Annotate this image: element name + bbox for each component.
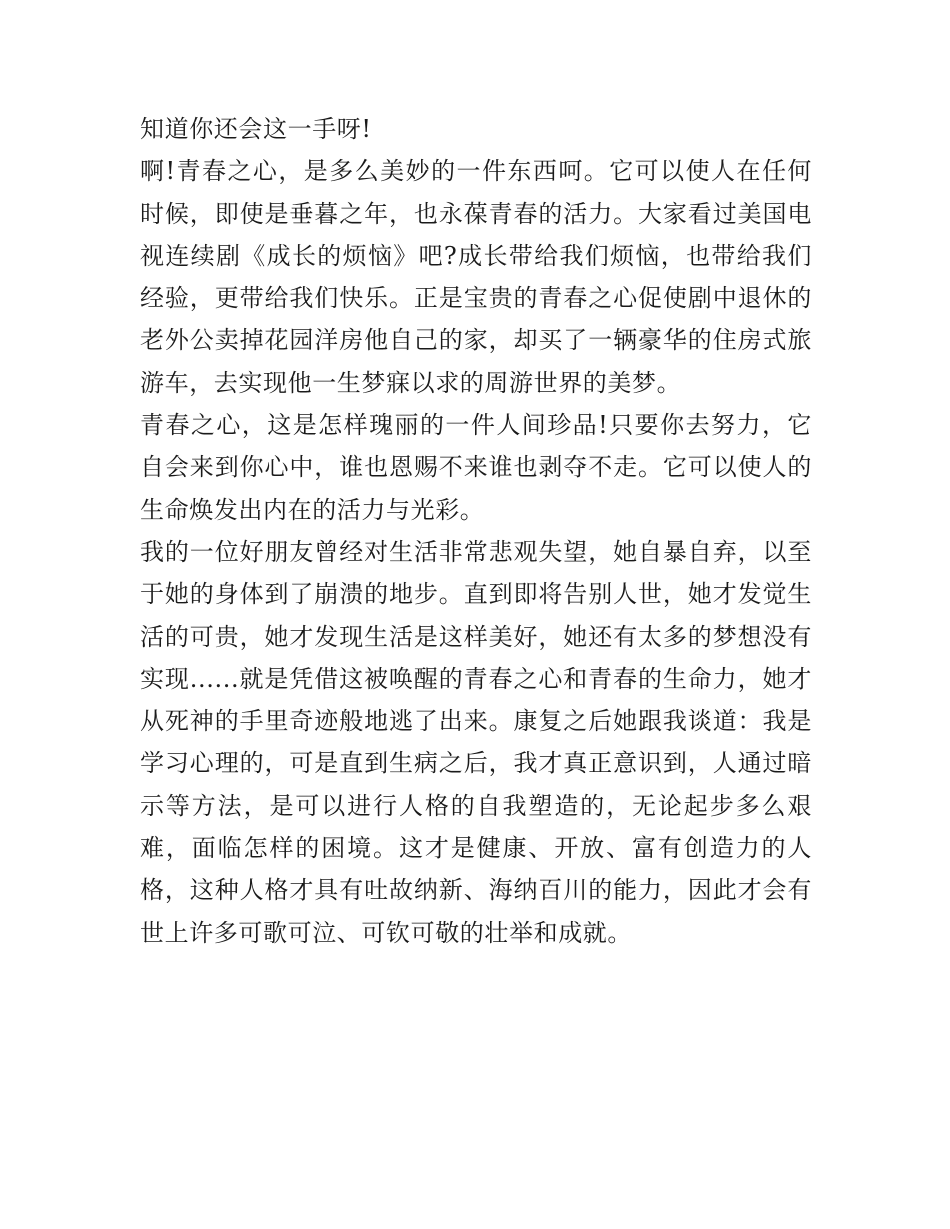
paragraph-youthful-heart: 啊!青春之心，是多么美妙的一件东西呵。它可以使人在任何时候，即使是垂暮之年，也永葆青春的活力。大家看过美国电视连续剧《成长的烦恼》吧?成长带给我们烦恼，也带给我们经验，更带给我们快乐。正是宝贵的青春之心促使剧中退休的老外公卖掉花园洋房他自己的家，却买了一辆豪华的住房式旅游车，去实现他一生梦寐以求的周游世界的美梦。 [140, 157, 812, 397]
paragraph-friend-story: 我的一位好朋友曾经对生活非常悲观失望，她自暴自弃，以至于她的身体到了崩溃的地步。直到即将告别人世，她才发觉生活的可贵，她才发现生活是这样美好，她还有太多的梦想没有实现......就是凭借这被唤醒的青春之心和青春的生命力，她才从死神的手里奇迹般地逃了出来。康复之后她跟我谈道：我是学习心理的，可是直到生病之后，我才真正意识到，人通过暗示等方法，是可以进行人格的自我塑造的，无论起步多么艰难，面临怎样的困境。这才是健康、开放、富有创造力的人格，这种人格才具有吐故纳新、海纳百川的能力，因此才会有世上许多可歌可泣、可钦可敬的壮举和成就。 [140, 537, 812, 947]
paragraph-intro: 知道你还会这一手呀! [140, 115, 372, 143]
document-page [140, 108, 812, 954]
paragraph-treasure: 青春之心，这是怎样瑰丽的一件人间珍品!只要你去努力，它自会来到你心中，谁也恩赐不来谁也剥夺不走。它可以使人的生命焕发出内在的活力与光彩。 [140, 411, 812, 524]
